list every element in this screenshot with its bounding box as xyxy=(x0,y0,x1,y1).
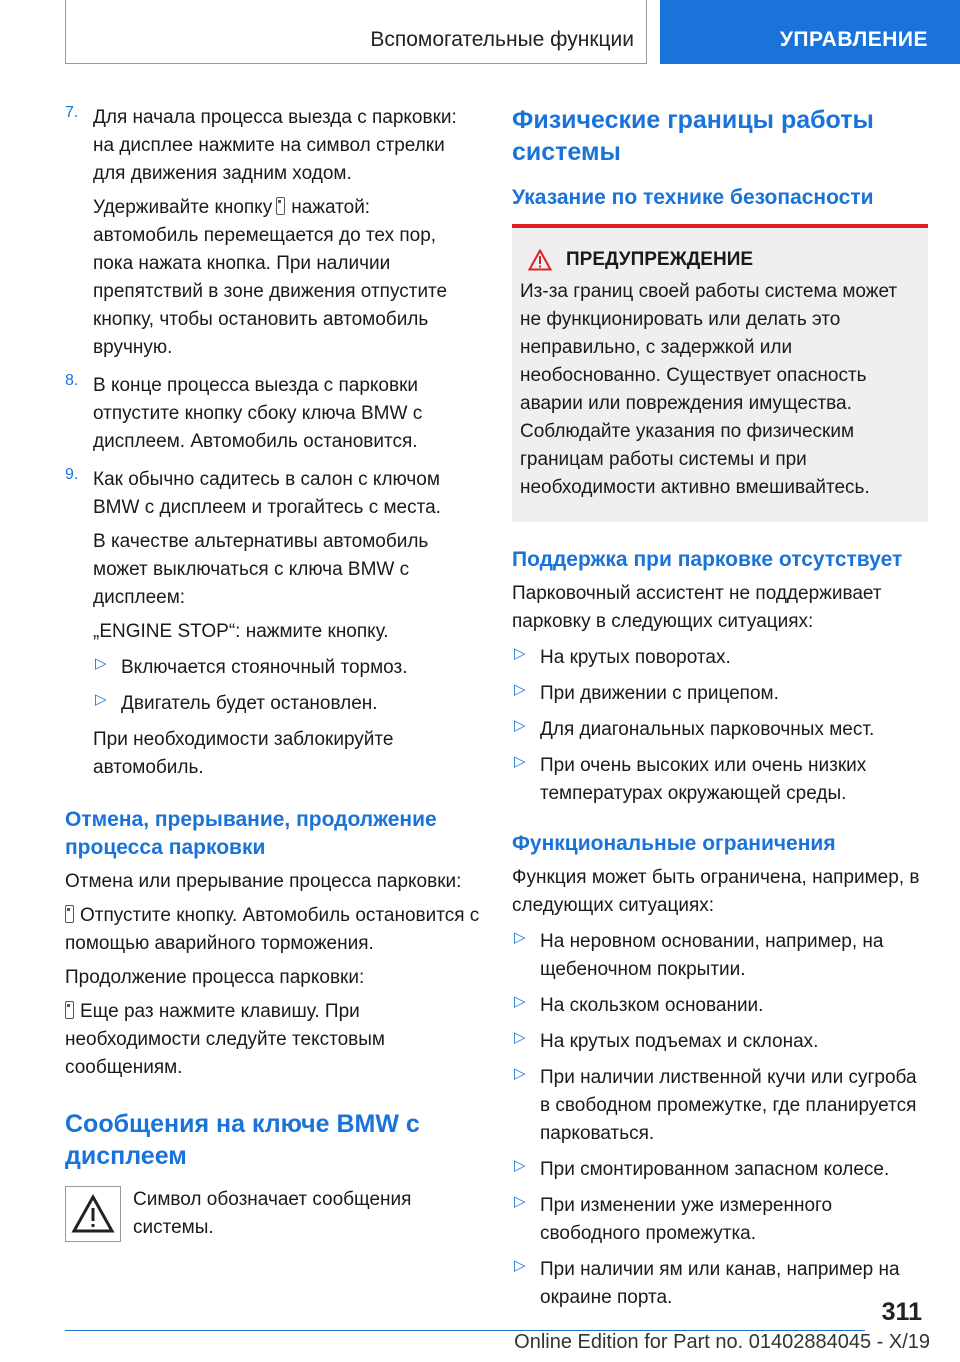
paragraph: Парковочный ассистент не поддерживает парковку в следующих ситуациях: xyxy=(512,583,882,632)
warning-text: Из-за границ своей работы система может не функционировать или делать это неправильно, с задержкой или необоснованно. Существует опасность аварии или повреждения имущества. Соблюдайте указания по физическим границам работы системы и при необходимости активно вмешивайтесь. xyxy=(520,281,898,498)
triangle-bullet-icon: ▷ xyxy=(514,1157,526,1174)
list-item: ▷ На неровном основании, например, на щебеночном покрытии. xyxy=(514,929,884,980)
paragraph: Еще раз нажмите клавишу. При необходимости следуйте текстовым сообщениям. xyxy=(65,1001,385,1078)
header-chapter-tab[interactable] xyxy=(660,0,960,64)
section-heading-limits: Физические границы работы системы xyxy=(512,106,874,166)
triangle-bullet-icon: ▷ xyxy=(514,929,526,946)
step-8 xyxy=(65,372,480,456)
warning-triangle-icon xyxy=(71,1194,115,1234)
symbol-description: Символ обозначает сообщения системы. xyxy=(133,1189,412,1238)
triangle-bullet-icon: ▷ xyxy=(514,717,526,734)
triangle-bullet-icon: ▷ xyxy=(95,691,107,708)
warning-title: ПРЕДУПРЕЖДЕНИЕ xyxy=(520,246,918,274)
left-column xyxy=(65,104,480,1242)
list-item: ▷ При наличии ям или канав, например на окраине порта. xyxy=(514,1257,900,1308)
list-item: ▷ На скользком основании. xyxy=(514,993,764,1016)
section-heading-functional-limits: Функциональные ограничения xyxy=(512,832,836,855)
step-text: В конце процесса выезда с парковки отпустите кнопку сбоку ключа BMW с дисплеем. Автомобиль остановится. xyxy=(93,375,423,452)
warning-box xyxy=(512,224,928,522)
section-heading-cancel: Отмена, прерывание, продолжение процесса парковки xyxy=(65,808,437,859)
list-item: ▷ На крутых подъемах и склонах. xyxy=(514,1029,819,1052)
triangle-bullet-icon: ▷ xyxy=(95,655,107,672)
page-number: 311 xyxy=(881,1298,922,1326)
footer-edition: Online Edition for Part no. 01402884045 - X/19 xyxy=(514,1331,930,1353)
list-item: ▷ На крутых поворотах. xyxy=(514,645,731,668)
header-section-box xyxy=(65,0,647,64)
step-text: Удерживайте кнопку нажатой: автомобиль перемещается до тех пор, пока нажата кнопка. При наличии препятствий в зоне движения отпустите кнопку, чтобы остановить автомобиль вручную. xyxy=(93,197,448,358)
triangle-bullet-icon: ▷ xyxy=(514,753,526,770)
triangle-bullet-icon: ▷ xyxy=(514,1257,526,1274)
triangle-bullet-icon: ▷ xyxy=(514,1029,526,1046)
step-text: Как обычно садитесь в салон с ключом BMW с дисплеем и трогайтесь с места. xyxy=(93,469,441,518)
paragraph: Отпустите кнопку. Автомобиль остановится с помощью аварийного торможения. xyxy=(65,905,480,954)
triangle-bullet-icon: ▷ xyxy=(514,1065,526,1082)
triangle-bullet-icon: ▷ xyxy=(514,645,526,662)
step-7 xyxy=(65,104,480,362)
list-item: ▷ Двигатель будет остановлен. xyxy=(95,691,378,714)
section-heading-messages: Сообщения на ключе BMW с дисплеем xyxy=(65,1110,420,1170)
list-item: ▷ Включается стояночный тормоз. xyxy=(95,655,408,678)
paragraph: Отмена или прерывание процесса парковки: xyxy=(65,871,462,892)
step-number: 8. xyxy=(65,372,79,389)
list-item: ▷ При очень высоких или очень низких температурах окружающей среды. xyxy=(514,753,867,804)
key-button-icon xyxy=(65,905,74,923)
header-chapter-title: УПРАВЛЕНИЕ xyxy=(779,28,928,51)
warning-symbol-box xyxy=(65,1186,121,1242)
section-heading-no-support: Поддержка при парковке отсутствует xyxy=(512,548,903,571)
step-text: „ENGINE STOP“: нажмите кнопку. xyxy=(93,621,389,642)
step-text: Для начала процесса выезда с парковки: на дисплее нажмите на символ стрелки для движения задним ходом. xyxy=(93,107,457,184)
warning-triangle-icon xyxy=(528,249,552,271)
list-item: ▷ При движении с прицепом. xyxy=(514,681,779,704)
step-number: 9. xyxy=(65,466,79,483)
step-9 xyxy=(65,466,480,782)
paragraph: Продолжение процесса парковки: xyxy=(65,967,365,988)
triangle-bullet-icon: ▷ xyxy=(514,993,526,1010)
list-item: ▷ При наличии лиственной кучи или сугроба в свободном промежутке, где планируется парковаться. xyxy=(514,1065,917,1144)
list-item: ▷ При изменении уже измеренного свободного промежутка. xyxy=(514,1193,833,1244)
paragraph: Функция может быть ограничена, например, в следующих ситуациях: xyxy=(512,867,920,916)
key-button-icon xyxy=(65,1001,74,1019)
triangle-bullet-icon: ▷ xyxy=(514,1193,526,1210)
header-section-title: Вспомогательные функции xyxy=(370,28,634,51)
triangle-bullet-icon: ▷ xyxy=(514,681,526,698)
step-number: 7. xyxy=(65,104,79,121)
list-item: ▷ При смонтированном запасном колесе. xyxy=(514,1157,890,1180)
right-column xyxy=(512,104,928,1312)
symbol-row xyxy=(65,1186,480,1242)
step-text: При необходимости заблокируйте автомобиль. xyxy=(93,729,394,778)
list-item: ▷ Для диагональных парковочных мест. xyxy=(514,717,875,740)
step-text: В качестве альтернативы автомобиль может выключаться с ключа BMW с дисплеем: xyxy=(93,531,429,608)
key-button-icon xyxy=(276,197,285,215)
subheading-safety: Указание по технике безопасности xyxy=(512,186,874,209)
